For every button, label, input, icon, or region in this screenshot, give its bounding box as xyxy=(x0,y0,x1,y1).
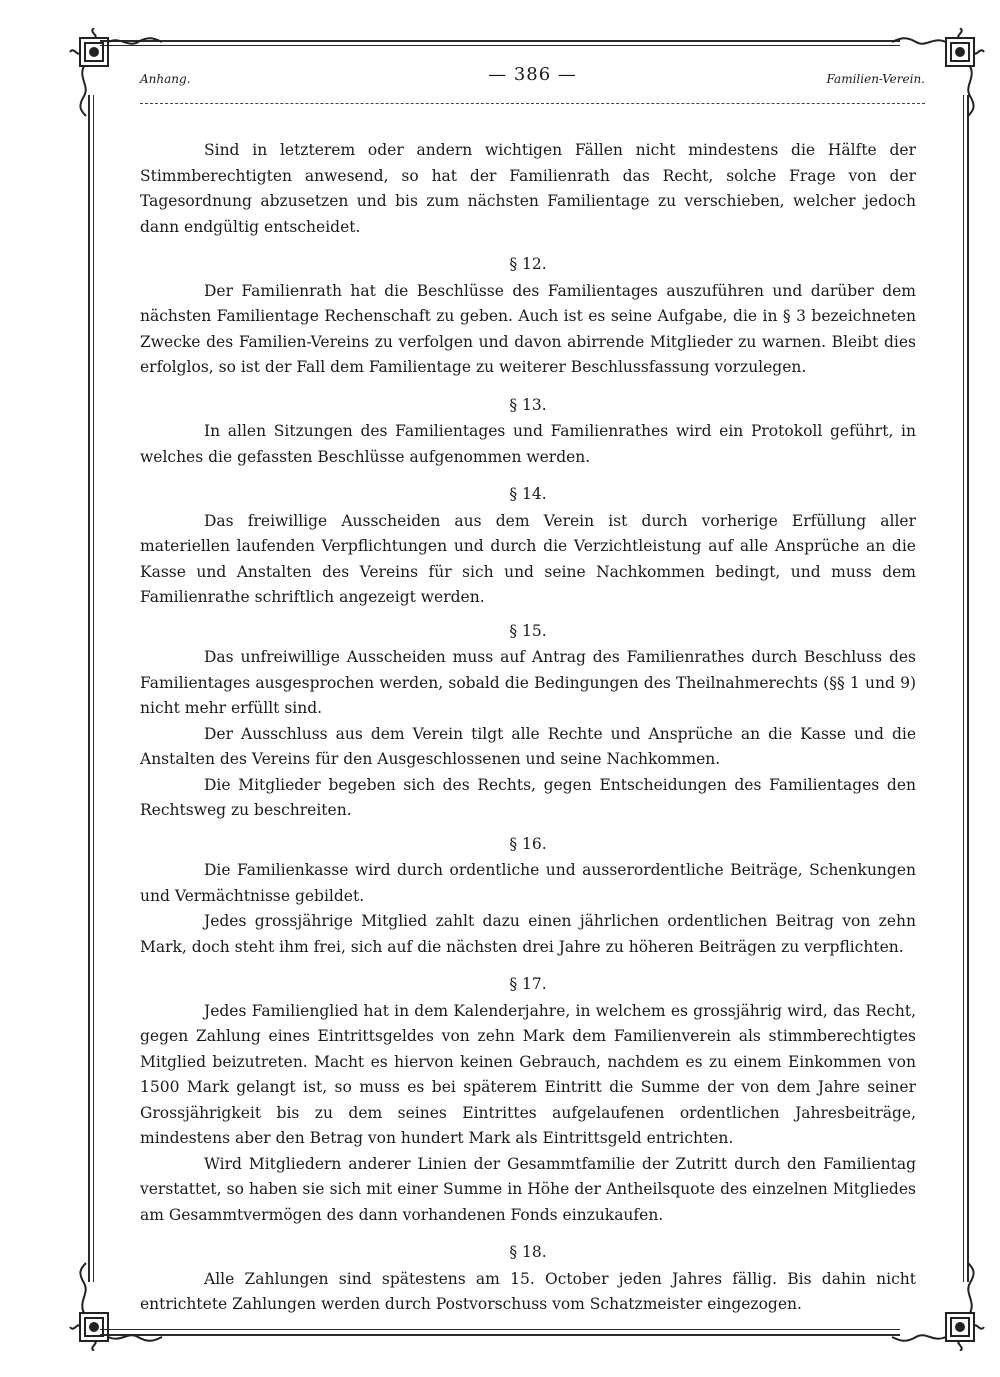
header-section-label: Anhang. xyxy=(140,72,191,86)
section-heading-17: § 17. xyxy=(509,975,547,993)
paragraph-continued: Sind in letzterem oder andern wichtigen Fällen nicht mindestens die Hälfte der Stimmberechtigten anwesend, so hat der Familienrath das Recht, solche Frage von der Tagesordnung abzusetzen und bis zum nächsten Familientage zu verschieben, welcher jedoch dann endgültig entscheidet. xyxy=(140,141,916,236)
frame-bottom-inner-rule xyxy=(100,1329,900,1330)
paragraph-15a: Das unfreiwillige Ausscheiden muss auf Antrag des Familienrathes durch Beschluss des Familientages ausgesprochen werden, sobald die Bedingungen des Theilnahmerechts (§§ 1 und 9) nicht mehr erfüllt sind. xyxy=(140,648,916,717)
frame-bottom-rule xyxy=(100,1334,900,1336)
header-title: Familien-Verein. xyxy=(826,72,925,86)
paragraph-17a: Jedes Familienglied hat in dem Kalenderjahre, in welchem es grossjährig wird, das Recht, gegen Zahlung eines Eintrittsgeldes von zehn Mark dem Familienverein als stimmberechtigtes Mitglied beizutreten. Macht es hiervon keinen Gebrauch, nachdem es zu einem Einkommen von 1500 Mark gelangt ist, so muss es bei späterem Eintritt die Summe der von dem Jahre seiner Grossjährigkeit bis zu dem seines Eintrittes aufgelaufenen ordentlichen Jahresbeiträge, mindestens aber den Betrag von hundert Mark als Eintrittsgeld entrichten. xyxy=(140,1001,916,1147)
section-heading-16: § 16. xyxy=(509,834,547,853)
header-rule xyxy=(140,103,925,104)
paragraph-15b: Der Ausschluss aus dem Verein tilgt alle Rechte und Ansprüche an die Kasse und die Anstalten des Vereins für den Ausgeschlossenen und seine Nachkommen. xyxy=(140,724,916,768)
paragraph-17b: Wird Mitgliedern anderer Linien der Gesammtfamilie der Zutritt durch den Familientag verstattet, so haben sie sich mit einer Summe in Höhe der Antheilsquote des einzelnen Mitgliedes am Gesammtvermögen des dann vorhandenen Fonds einzukaufen. xyxy=(140,1154,916,1224)
section-heading-14: § 14. xyxy=(509,485,547,503)
frame-top-inner-rule xyxy=(100,45,900,46)
frame-right-inner-rule xyxy=(963,95,964,1282)
page-number: — 386 — xyxy=(488,64,577,85)
page-body xyxy=(140,138,916,1318)
paragraph-16b: Jedes grossjährige Mitglied zahlt dazu einen jährlichen ordentlichen Beitrag von zehn Mark, doch steht ihm frei, sich auf die nächsten drei Jahre zu höheren Beiträgen zu verpflichten. xyxy=(140,912,916,956)
frame-left-rule xyxy=(88,95,90,1282)
paragraph-18: Alle Zahlungen sind spätestens am 15. October jeden Jahres fällig. Bis dahin nicht entrichtete Zahlungen werden durch Postvorschuss vom Schatzmeister eingezogen. xyxy=(140,1269,916,1313)
running-header xyxy=(140,62,925,92)
paragraph-14: Das freiwillige Ausscheiden aus dem Verein ist durch vorherige Erfüllung aller materiellen laufenden Verpflichtungen und durch die Verzichtleistung auf alle Ansprüche an die Kasse und Anstalten des Vereins für sich und seine Nachkommen bedingt, und muss dem Familienrathe schriftlich angezeigt werden. xyxy=(140,511,916,606)
section-heading-15: § 15. xyxy=(509,621,547,640)
section-heading-12: § 12. xyxy=(509,255,547,273)
frame-right-rule xyxy=(967,95,969,1282)
paragraph-12: Der Familienrath hat die Beschlüsse des Familientages auszuführen und darüber dem nächsten Familientage Rechenschaft zu geben. Auch ist es seine Aufgabe, die in § 3 bezeichneten Zwecke des Familien-Vereins zu verfolgen und davon abirrende Mitglieder zu warnen. Bleibt dies erfolglos, so ist der Fall dem Familientage zu weiterer Beschlussfassung vorzulegen. xyxy=(140,281,916,376)
paragraph-16a: Die Familienkasse wird durch ordentliche und ausserordentliche Beiträge, Schenkungen und Vermächtnisse gebildet. xyxy=(140,861,916,905)
frame-left-inner-rule xyxy=(93,95,94,1282)
paragraph-15c: Die Mitglieder begeben sich des Rechts, gegen Entscheidungen des Familientages den Rechtsweg zu beschreiten. xyxy=(140,775,916,819)
section-heading-18: § 18. xyxy=(509,1243,547,1261)
frame-top-rule xyxy=(100,40,900,42)
section-heading-13: § 13. xyxy=(509,395,547,414)
paragraph-13: In allen Sitzungen des Familientages und Familienrathes wird ein Protokoll geführt, in welches die gefassten Beschlüsse aufgenommen werden. xyxy=(140,422,916,466)
